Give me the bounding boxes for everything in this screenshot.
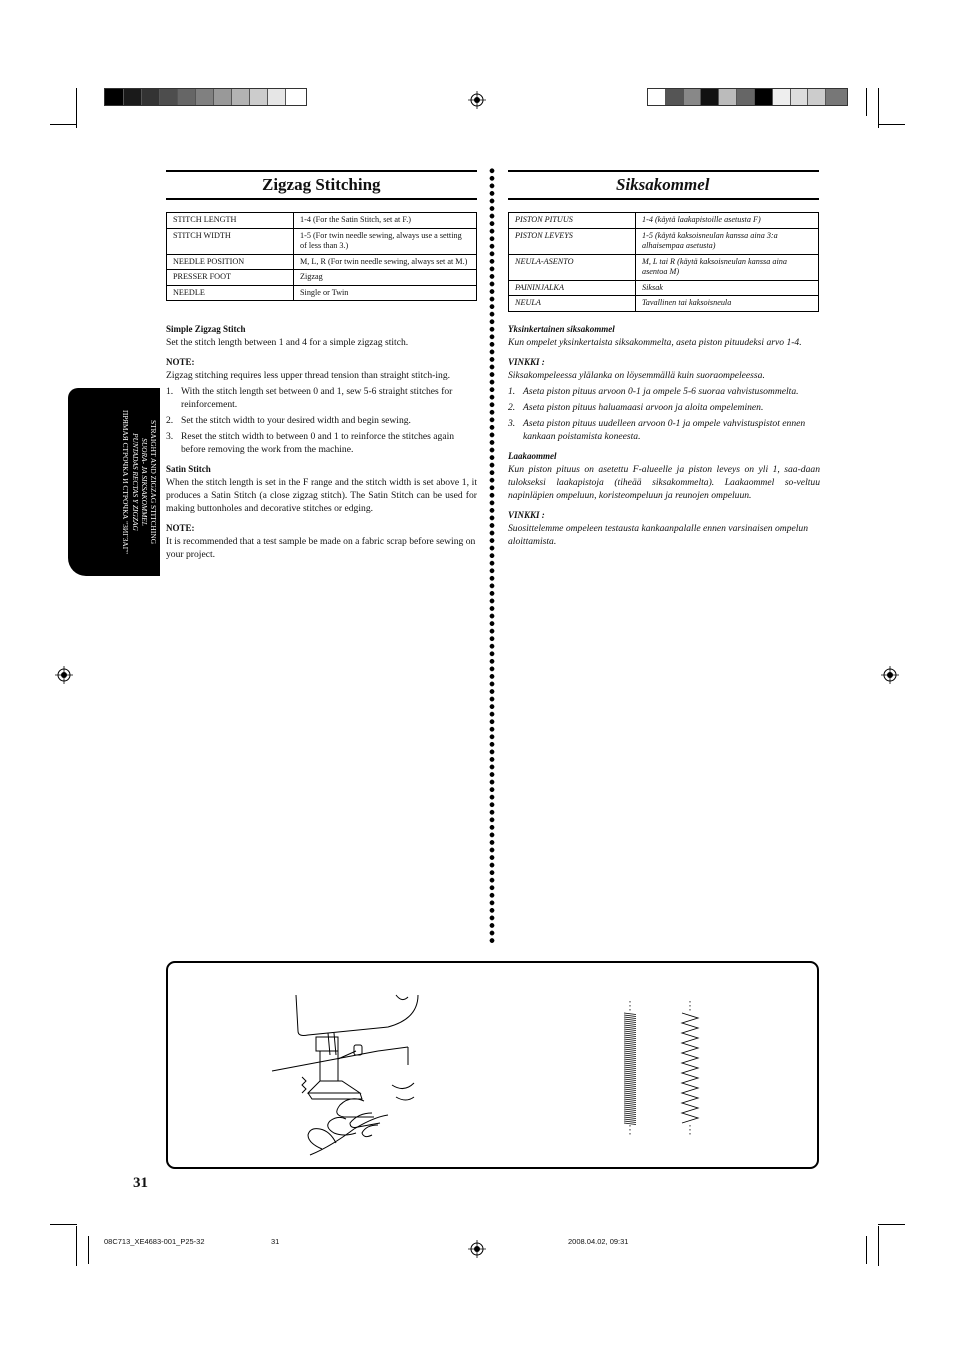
title-rule	[508, 170, 819, 172]
crop-mark	[866, 88, 867, 116]
table-cell: Siksak	[636, 280, 819, 296]
table-cell: STITCH LENGTH	[167, 213, 294, 229]
crop-mark	[878, 1226, 879, 1266]
note-heading: VINKKI :	[508, 357, 545, 367]
settings-table-english	[166, 212, 477, 301]
table-row	[167, 254, 477, 270]
print-slug-date: 2008.04.02, 09:31	[568, 1237, 629, 1246]
page-number: 31	[133, 1175, 148, 1191]
table-cell: PRESSER FOOT	[167, 270, 294, 286]
page-title-english: Zigzag Stitching	[262, 175, 381, 194]
title-rule	[166, 198, 477, 200]
section-heading: Yksinkertainen siksakommel	[508, 324, 615, 334]
table-row	[509, 254, 819, 280]
sidetab-line: PUNTADAS RECTAS Y ZIGZAG	[130, 433, 140, 531]
title-rule	[508, 198, 819, 200]
list-item: 2. Set the stitch width to your desired width and begin sewing.	[166, 415, 411, 426]
table-row	[167, 228, 477, 254]
table-row	[509, 213, 819, 229]
color-bar-left	[104, 88, 307, 106]
table-cell: Tavallinen tai kaksoisneula	[636, 296, 819, 312]
crop-mark	[866, 1236, 867, 1264]
list-item: 1. Aseta piston pituus arvoon 0-1 ja ompele 5-6 suoraa vahvistusommelta.	[508, 386, 799, 397]
paragraph: When the stitch length is set in the F range and the stitch width is set above 1, it produces a Satin Stitch (a close zigzag stitch). The Satin Stitch can be used for making buttonholes and decorative stitches or edging.	[166, 477, 477, 514]
presser-foot-illustration	[268, 989, 528, 1159]
registration-target-icon	[468, 1240, 486, 1258]
color-bar-right	[647, 88, 848, 106]
list-item: 3. Reset the stitch width to between 0 and 1 to reinforce the stitches again before removing the work from the machine.	[166, 431, 455, 455]
note-heading: NOTE:	[166, 357, 195, 367]
table-cell: 1-5 (käytä kaksoisneulan kanssa aina 3:a alhaisempaa asetusta)	[636, 228, 819, 254]
table-cell: 1-4 (käytä laakapistoille asetusta F)	[636, 213, 819, 229]
note-heading: VINKKI :	[508, 510, 545, 520]
table-row	[509, 280, 819, 296]
table-row	[167, 213, 477, 229]
sidetab-line: STRAIGHT AND ZIGZAG STITCHING	[149, 419, 158, 545]
table-row	[509, 228, 819, 254]
list-item: 1. With the stitch length set between 0 and 1, sew 5-6 straight stitches for reinforcement.	[166, 386, 453, 410]
registration-target-icon	[468, 91, 486, 109]
paragraph: Siksakompeleessa ylälanka on löysemmällä kuin suoraompeleessa.	[508, 370, 765, 381]
section-heading: Laakaommel	[508, 451, 557, 461]
table-cell: Zigzag	[294, 270, 477, 286]
crop-mark	[50, 1224, 77, 1225]
section-side-tab	[68, 388, 160, 576]
list-item: 3. Aseta piston pituus uudelleen arvoon 0-1 ja ompele vahvistuspistot ennen kankaan poistamista koneesta.	[508, 418, 806, 442]
crop-mark	[88, 1236, 89, 1264]
print-slug-page: 31	[271, 1237, 280, 1246]
table-row	[167, 270, 477, 286]
crop-mark	[76, 88, 77, 128]
paragraph: It is recommended that a test sample be made on a fabric scrap before sewing on your project.	[166, 536, 476, 560]
sidetab-line: ПРЯМАЯ СТРОЧКА И СТРОЧКА "ЗИГЗАГ"	[121, 409, 131, 555]
satin-stitch-sample-icon	[620, 1001, 640, 1135]
paragraph: Set the stitch length between 1 and 4 for a simple zigzag stitch.	[166, 337, 409, 348]
table-cell: M, L, R (For twin needle sewing, always set at M.)	[294, 254, 477, 270]
crop-mark	[76, 1226, 77, 1266]
table-cell: NEEDLE	[167, 285, 294, 301]
table-cell: PISTON PITUUS	[509, 213, 636, 229]
table-cell: PISTON LEVEYS	[509, 228, 636, 254]
table-cell: NEULA	[509, 296, 636, 312]
illustration-box	[166, 961, 819, 1169]
paragraph: Suosittelemme ompeleen testausta kankaanpalalle ennen varsinaisen ompelun aloittamista.	[508, 523, 809, 547]
table-cell: M, L tai R (käytä kaksoisneulan kanssa aina asentoa M)	[636, 254, 819, 280]
section-heading: Simple Zigzag Stitch	[166, 324, 246, 334]
table-cell: Single or Twin	[294, 285, 477, 301]
column-divider	[489, 167, 495, 945]
section-heading: Satin Stitch	[166, 464, 211, 474]
sidetab-line: SUORA- JA SIKSAKOMMEL	[139, 438, 149, 526]
note-heading: NOTE:	[166, 523, 195, 533]
print-slug-file: 08C713_XE4683-001_P25-32	[104, 1237, 205, 1246]
instructions-english	[166, 323, 477, 561]
page-title-finnish: Siksakommel	[616, 175, 710, 194]
table-row	[167, 285, 477, 301]
table-cell: STITCH WIDTH	[167, 228, 294, 254]
crop-mark	[878, 88, 879, 128]
table-cell: PAININJALKA	[509, 280, 636, 296]
zigzag-stitch-sample-icon	[678, 1001, 702, 1135]
crop-mark	[878, 1224, 905, 1225]
paragraph: Kun ompelet yksinkertaista siksakommelta, aseta piston pituudeksi arvo 1-4.	[508, 337, 802, 348]
list-item: 2. Aseta piston pituus haluamaasi arvoon ja aloita ompeleminen.	[508, 402, 764, 413]
table-cell: 1-5 (For twin needle sewing, always use a setting of less than 3.)	[294, 228, 477, 254]
table-cell: NEEDLE POSITION	[167, 254, 294, 270]
crop-mark	[50, 124, 77, 125]
paragraph: Kun piston pituus on asetettu F-alueelle ja piston leveys on yli 1, saa-daan tulokseksi laakapistoja (tiheää siksakommelta). Laakaommel so-veltuu napinläpien ompeluun, koristeompeluun ja reunojen ompeluun.	[508, 464, 820, 501]
registration-target-icon	[881, 666, 899, 684]
table-cell: NEULA-ASENTO	[509, 254, 636, 280]
crop-mark	[878, 124, 905, 125]
paragraph: Zigzag stitching requires less upper thread tension than straight stitch-ing.	[166, 370, 451, 381]
table-cell: 1-4 (For the Satin Stitch, set at F.)	[294, 213, 477, 229]
title-rule	[166, 170, 477, 172]
instructions-finnish	[508, 323, 820, 548]
table-row	[509, 296, 819, 312]
registration-target-icon	[55, 666, 73, 684]
settings-table-finnish	[508, 212, 819, 312]
